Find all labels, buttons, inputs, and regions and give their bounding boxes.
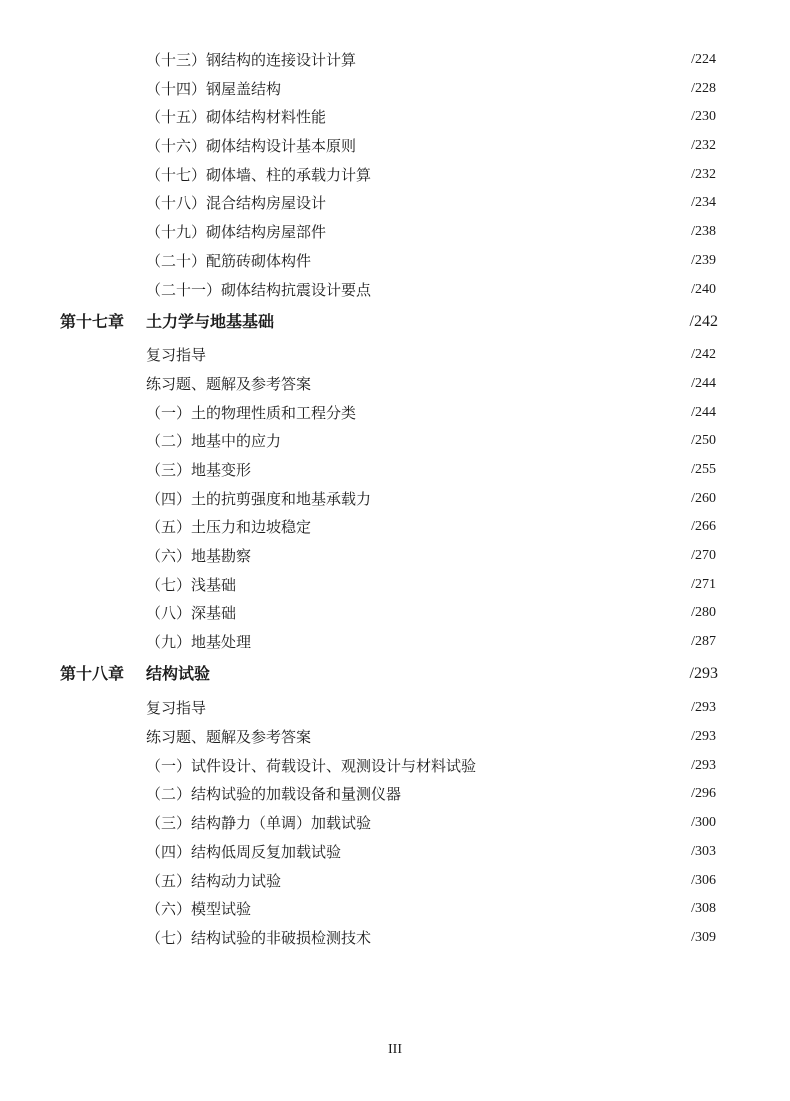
toc-entry-page: /238: [691, 224, 716, 239]
toc-entry-title: （五）结构动力试验: [146, 872, 282, 890]
toc-entry-page: /287: [691, 634, 716, 649]
toc-entry-title: （十三）钢结构的连接设计计算: [146, 51, 357, 69]
toc-entry-page: /308: [691, 901, 716, 916]
toc-entry: [0, 247, 790, 275]
toc-entry-title: （二十）配筋砖砌体构件: [146, 252, 312, 270]
toc-entry: [0, 276, 790, 304]
toc-entry: [0, 75, 790, 103]
toc-entry: [0, 341, 790, 369]
chapter-page: /242: [689, 313, 718, 330]
toc-entry-title: （七）结构试验的非破损检测技术: [146, 929, 372, 947]
toc-entry-title: （十九）砌体结构房屋部件: [146, 223, 327, 241]
toc-entry-page: /250: [691, 433, 716, 448]
chapter-number: 第十七章: [60, 312, 125, 331]
toc-entry: [0, 427, 790, 455]
toc-entry-title: （七）浅基础: [146, 576, 237, 594]
toc-entry-title: （六）地基勘察: [146, 547, 252, 565]
toc-entry-title: 复习指导: [146, 699, 207, 717]
toc-entry-page: /280: [691, 605, 716, 620]
toc-entry-page: /239: [691, 253, 716, 268]
toc-entry-page: /244: [691, 376, 716, 391]
toc-entry-title: （三）结构静力（单调）加载试验: [146, 814, 372, 832]
toc-entry: [0, 752, 790, 780]
toc-entry: [0, 838, 790, 866]
chapter-title: 结构试验: [146, 664, 211, 683]
toc-entry: [0, 399, 790, 427]
toc-entry-page: /232: [691, 167, 716, 182]
toc-entry-page: /266: [691, 519, 716, 534]
toc-entry-title: （二）结构试验的加载设备和量测仪器: [146, 785, 402, 803]
toc-entry-page: /234: [691, 195, 716, 210]
toc-entry: [0, 571, 790, 599]
toc-entry-title: 复习指导: [146, 346, 207, 364]
chapter-title: 土力学与地基基础: [146, 312, 275, 331]
toc-entry-title: （四）土的抗剪强度和地基承载力: [146, 490, 372, 508]
toc-entry-page: /306: [691, 873, 716, 888]
toc-entry-page: /270: [691, 548, 716, 563]
toc-entry-title: 练习题、题解及参考答案: [146, 375, 312, 393]
toc-entry-title: （十七）砌体墙、柱的承载力计算: [146, 166, 372, 184]
toc-entry: [0, 723, 790, 751]
toc-entry-title: （三）地基变形: [146, 461, 252, 479]
toc-entry: [0, 189, 790, 217]
toc-entry-page: /271: [691, 577, 716, 592]
toc-entry-page: /293: [691, 700, 716, 715]
toc-entry-page: /293: [691, 758, 716, 773]
toc-entry: [0, 628, 790, 656]
toc-entry-title: （二）地基中的应力: [146, 432, 282, 450]
toc-entry-page: /303: [691, 844, 716, 859]
toc-entry: [0, 161, 790, 189]
toc-entry-page: /230: [691, 109, 716, 124]
chapter-heading-18: [0, 659, 790, 689]
toc-entry-page: /232: [691, 138, 716, 153]
toc-entry: [0, 895, 790, 923]
toc-entry-page: /309: [691, 930, 716, 945]
chapter-page: /293: [689, 665, 718, 682]
toc-entry: [0, 867, 790, 895]
toc-entry-title: （一）土的物理性质和工程分类: [146, 404, 357, 422]
toc-entry-page: /224: [691, 52, 716, 67]
toc-entry: [0, 370, 790, 398]
page-number-footer: III: [388, 1042, 402, 1057]
toc-entry: [0, 694, 790, 722]
toc-entry: [0, 924, 790, 952]
toc-entry-title: （四）结构低周反复加载试验: [146, 843, 342, 861]
toc-entry-title: （九）地基处理: [146, 633, 252, 651]
toc-entry: [0, 542, 790, 570]
toc-entry: [0, 218, 790, 246]
toc-entry-page: /300: [691, 815, 716, 830]
toc-entry-title: 练习题、题解及参考答案: [146, 728, 312, 746]
toc-entry-title: （八）深基础: [146, 604, 237, 622]
toc-entry: [0, 485, 790, 513]
toc-entry: [0, 809, 790, 837]
chapter-heading-17: [0, 307, 790, 337]
toc-entry-title: （二十一）砌体结构抗震设计要点: [146, 281, 372, 299]
toc-entry: [0, 132, 790, 160]
toc-entry-page: /242: [691, 347, 716, 362]
toc-entry: [0, 46, 790, 74]
toc-entry-title: （一）试件设计、荷载设计、观测设计与材料试验: [146, 757, 477, 775]
toc-entry-title: （五）土压力和边坡稳定: [146, 518, 312, 536]
toc-entry-page: /240: [691, 282, 716, 297]
toc-entry-title: （十六）砌体结构设计基本原则: [146, 137, 357, 155]
toc-entry: [0, 103, 790, 131]
chapter-number: 第十八章: [60, 664, 125, 683]
toc-entry-page: /255: [691, 462, 716, 477]
toc-entry-page: /260: [691, 491, 716, 506]
toc-entry-title: （六）模型试验: [146, 900, 252, 918]
toc-entry: [0, 599, 790, 627]
toc-entry-page: /296: [691, 786, 716, 801]
toc-entry-page: /293: [691, 729, 716, 744]
toc-entry-title: （十八）混合结构房屋设计: [146, 194, 327, 212]
toc-entry-title: （十四）钢屋盖结构: [146, 80, 282, 98]
toc-entry-page: /228: [691, 81, 716, 96]
toc-entry: [0, 456, 790, 484]
toc-entry-title: （十五）砌体结构材料性能: [146, 108, 327, 126]
toc-entry: [0, 780, 790, 808]
toc-entry-page: /244: [691, 405, 716, 420]
toc-entry: [0, 513, 790, 541]
